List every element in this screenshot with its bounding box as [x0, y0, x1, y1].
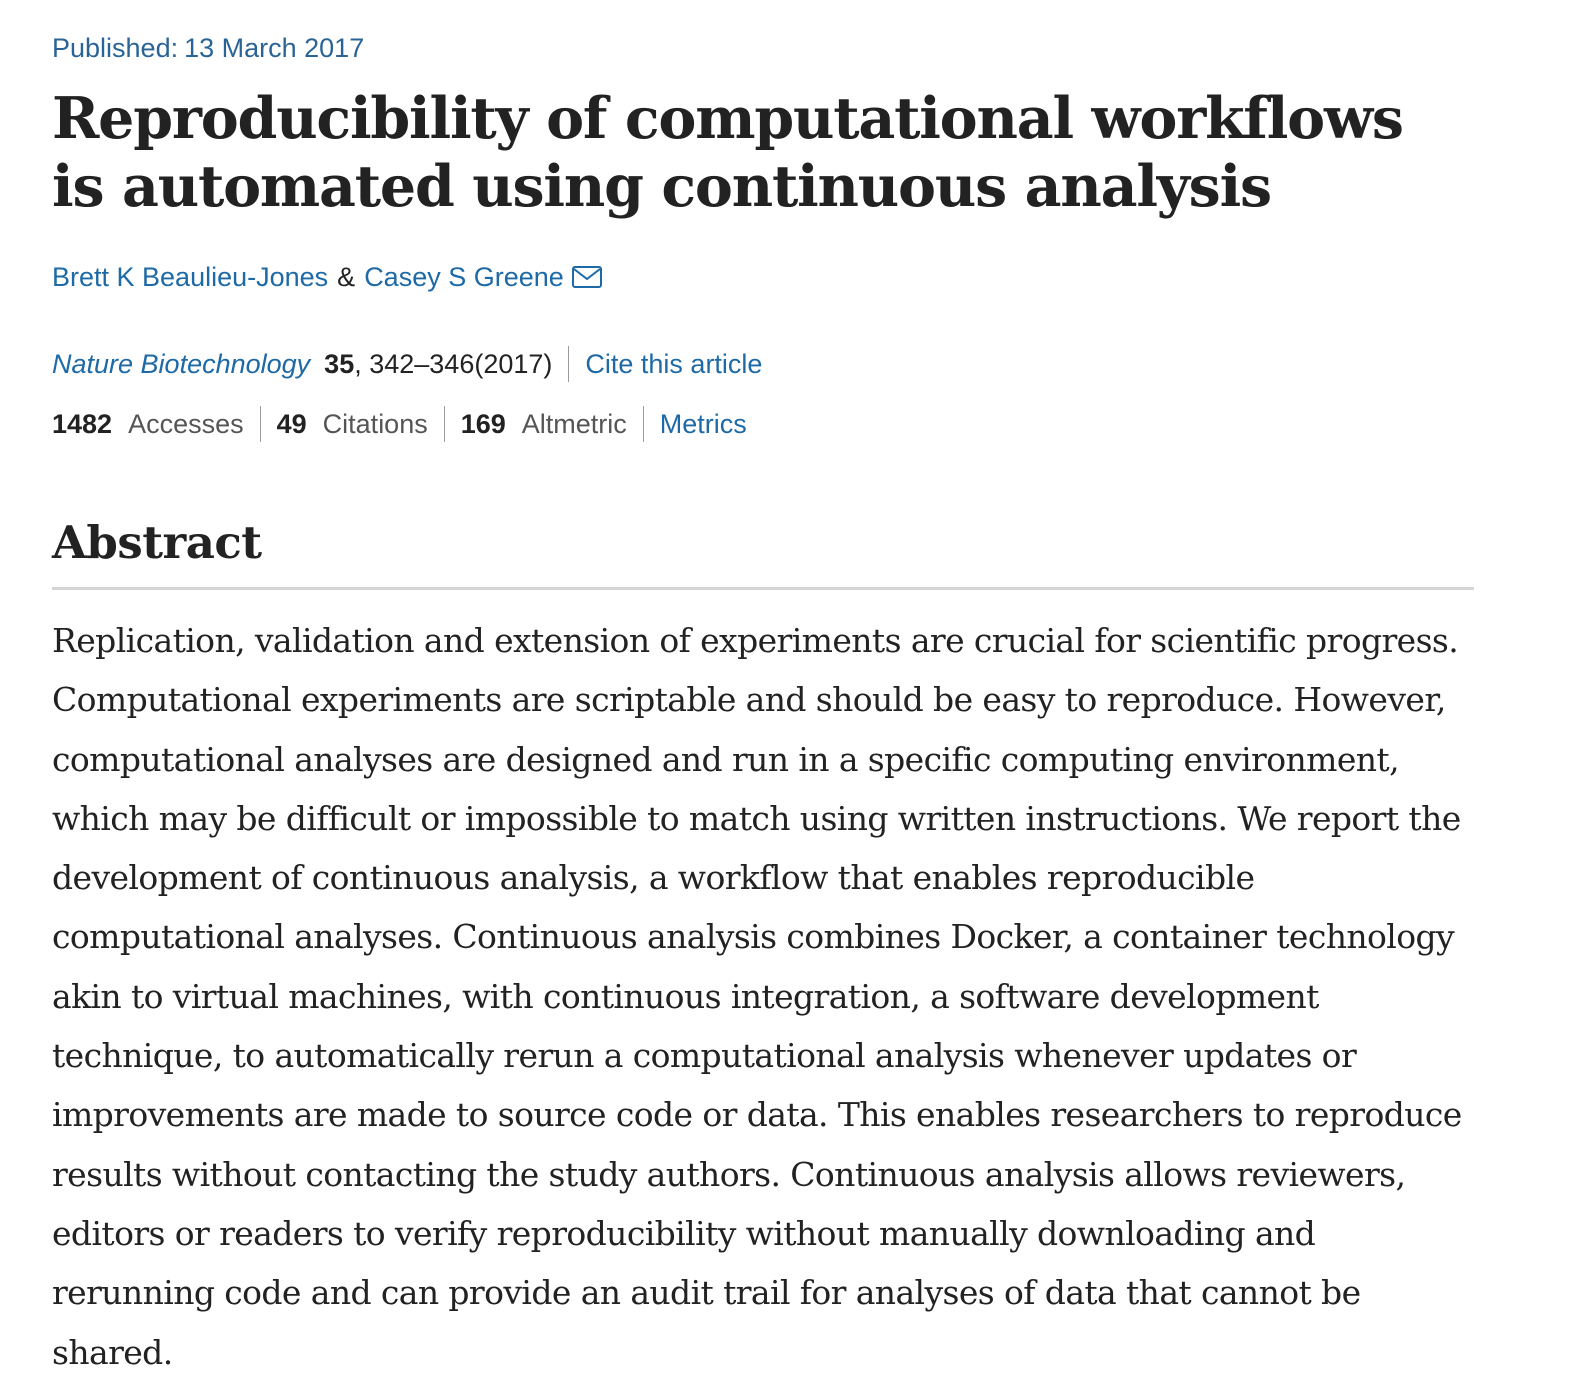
accesses-count: 1482: [52, 408, 113, 439]
published-label: Published:: [52, 33, 179, 63]
divider-vertical: [643, 406, 644, 442]
envelope-icon[interactable]: [572, 264, 602, 286]
journal-link[interactable]: Nature Biotechnology: [52, 348, 311, 379]
altmetric-label: Altmetric: [521, 408, 627, 439]
published-date: [52, 33, 364, 64]
pages-year: , 342–346(2017): [354, 348, 553, 379]
citation-line: [52, 346, 762, 382]
abstract-text: Replication, validation and extension of experiments are crucial for scientific progress. Computational experiments are scriptable and should be easy to reproduce. However, computational analyses are designed and run in a specific computing environment, which may be difficult or impossible to match using written instructions. We report the development of continuous analysis, a workflow that enables reproducible computational analyses. Continuous analysis combines Docker, a container technology akin to virtual machines, with continuous integration, a software development technique, to automatically rerun a computational analysis whenever updates or improvements are made to source code or data. This enables researchers to reproduce results without contacting the study authors. Continuous analysis allows reviewers, editors or readers to verify reproducibility without manually downloading and rerunning code and can provide an audit trail for analyses of data that cannot be shared.: [52, 621, 1462, 1372]
altmetric-count: 169: [460, 408, 506, 439]
volume-number: 35: [324, 348, 355, 379]
author-link-beaulieu-jones[interactable]: Brett K Beaulieu-Jones: [52, 262, 329, 292]
accesses-label: Accesses: [128, 408, 244, 439]
abstract-heading: Abstract: [52, 516, 262, 569]
metrics-bar: [52, 406, 747, 442]
author-separator: &: [337, 262, 356, 292]
author-link-greene[interactable]: Casey S Greene: [364, 262, 564, 292]
metrics-link[interactable]: Metrics: [659, 408, 747, 439]
cite-article-link[interactable]: Cite this article: [585, 348, 763, 379]
author-list: [52, 262, 602, 293]
citations-count: 49: [276, 408, 307, 439]
article-title: Reproducibility of computational workflows is automated using continuous analysis: [52, 85, 1403, 220]
divider-vertical: [568, 346, 569, 382]
citations-label: Citations: [322, 408, 428, 439]
divider-vertical: [444, 406, 445, 442]
divider-vertical: [260, 406, 261, 442]
published-date-value: 13 March 2017: [184, 33, 365, 63]
section-divider: [52, 587, 1474, 590]
